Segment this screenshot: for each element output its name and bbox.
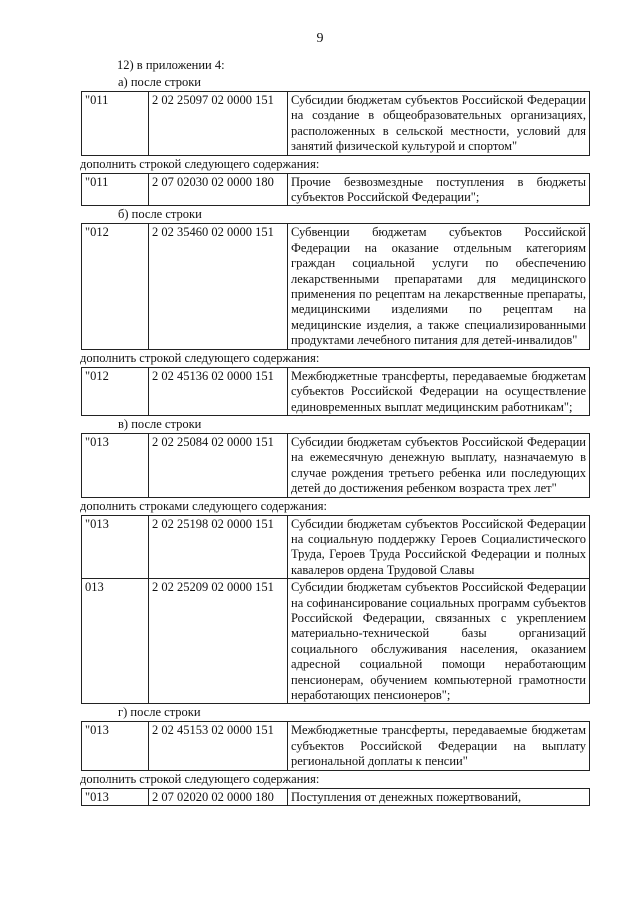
section-heading: 12) в приложении 4:: [117, 58, 225, 72]
admin-code-cell: "013: [82, 515, 149, 579]
table-row: [82, 433, 590, 497]
description-cell: Субсидии бюджетам субъектов Российской Федерации на социальную поддержку Героев Социалистического Труда, Героев Труда Российской Федерации и полных кавалеров ордена Трудовой Славы: [288, 515, 590, 579]
table-row: [82, 515, 590, 579]
table-row: [82, 788, 590, 805]
budget-code-cell: 2 02 45136 02 0000 151: [149, 367, 288, 415]
table-row: [82, 579, 590, 704]
description-cell: Межбюджетные трансферты, передаваемые бюджетам субъектов Российской Федерации на выплату региональной доплаты к пенсии": [288, 722, 590, 770]
admin-code-cell: "013: [82, 788, 149, 805]
admin-code-cell: "012: [82, 367, 149, 415]
amendment-instruction: дополнить строкой следующего содержания:: [80, 156, 320, 171]
budget-code-cell: 2 07 02020 02 0000 180: [149, 788, 288, 805]
admin-code-cell: "013: [82, 433, 149, 497]
description-cell: Субсидии бюджетам субъектов Российской Федерации на ежемесячную денежную выплату, назначаемую в случае рождения третьего ребенка или последующих детей до достижения ребенком возраста трех лет": [288, 433, 590, 497]
description-cell: Прочие безвозмездные поступления в бюджеты субъектов Российской Федерации";: [288, 173, 590, 206]
amendment-instruction: дополнить строкой следующего содержания:: [80, 771, 320, 786]
subsection-heading: а) после строки: [118, 75, 201, 89]
table-row: [82, 173, 590, 206]
admin-code-cell: "011: [82, 92, 149, 156]
classification-table: [81, 367, 590, 416]
subsection-heading: г) после строки: [118, 705, 201, 720]
description-cell: Субсидии бюджетам субъектов Российской Федерации на софинансирование социальных программ субъектов Российской Федерации, связанных с укреплением материально-технической базы организаций социального обслуживания населения, оказанием адресной социальной помощи неработающим пенсионерам, обучением компьютерной грамотности неработающих пенсионеров";: [288, 579, 590, 704]
admin-code-cell: "011: [82, 173, 149, 206]
classification-table: [81, 91, 590, 156]
description-cell: Поступления от денежных пожертвований,: [288, 788, 590, 805]
description-cell: Субвенции бюджетам субъектов Российской Федерации на оказание отдельным категориям граждан социальной услуги по обеспечению лекарственными препаратами для медицинского применения по рецептам на лекарственные препараты, медицинскими изделиями по рецептам на медицинские изделия, а также специализированными продуктами лечебного питания для детей-инвалидов": [288, 224, 590, 349]
description-cell: Субсидии бюджетам субъектов Российской Федерации на создание в общеобразовательных организациях, расположенных в сельской местности, условий для занятий физической культурой и спортом": [288, 92, 590, 156]
admin-code-cell: "012: [82, 224, 149, 349]
budget-code-cell: 2 02 25209 02 0000 151: [149, 579, 288, 704]
admin-code-cell: "013: [82, 722, 149, 770]
table-row: [82, 224, 590, 349]
budget-code-cell: 2 02 45153 02 0000 151: [149, 722, 288, 770]
classification-table: [81, 433, 590, 498]
admin-code-cell: 013: [82, 579, 149, 704]
classification-table: [81, 515, 590, 705]
budget-code-cell: 2 02 25198 02 0000 151: [149, 515, 288, 579]
budget-code-cell: 2 02 25097 02 0000 151: [149, 92, 288, 156]
page-number: 9: [316, 31, 324, 46]
budget-code-cell: 2 02 25084 02 0000 151: [149, 433, 288, 497]
description-cell: Межбюджетные трансферты, передаваемые бюджетам субъектов Российской Федерации на осуществление единовременных выплат медицинским работникам";: [288, 367, 590, 415]
document-body: [80, 57, 594, 806]
classification-table: [81, 721, 590, 770]
table-row: [82, 92, 590, 156]
budget-code-cell: 2 07 02030 02 0000 180: [149, 173, 288, 206]
classification-table: [81, 788, 590, 806]
table-row: [82, 722, 590, 770]
amendment-instruction: дополнить строкой следующего содержания:: [80, 350, 320, 365]
amendment-instruction: дополнить строками следующего содержания:: [80, 498, 327, 513]
budget-code-cell: 2 02 35460 02 0000 151: [149, 224, 288, 349]
classification-table: [81, 173, 590, 207]
table-row: [82, 367, 590, 415]
subsection-heading: в) после строки: [118, 416, 202, 431]
classification-table: [81, 223, 590, 349]
subsection-heading: б) после строки: [118, 207, 202, 222]
